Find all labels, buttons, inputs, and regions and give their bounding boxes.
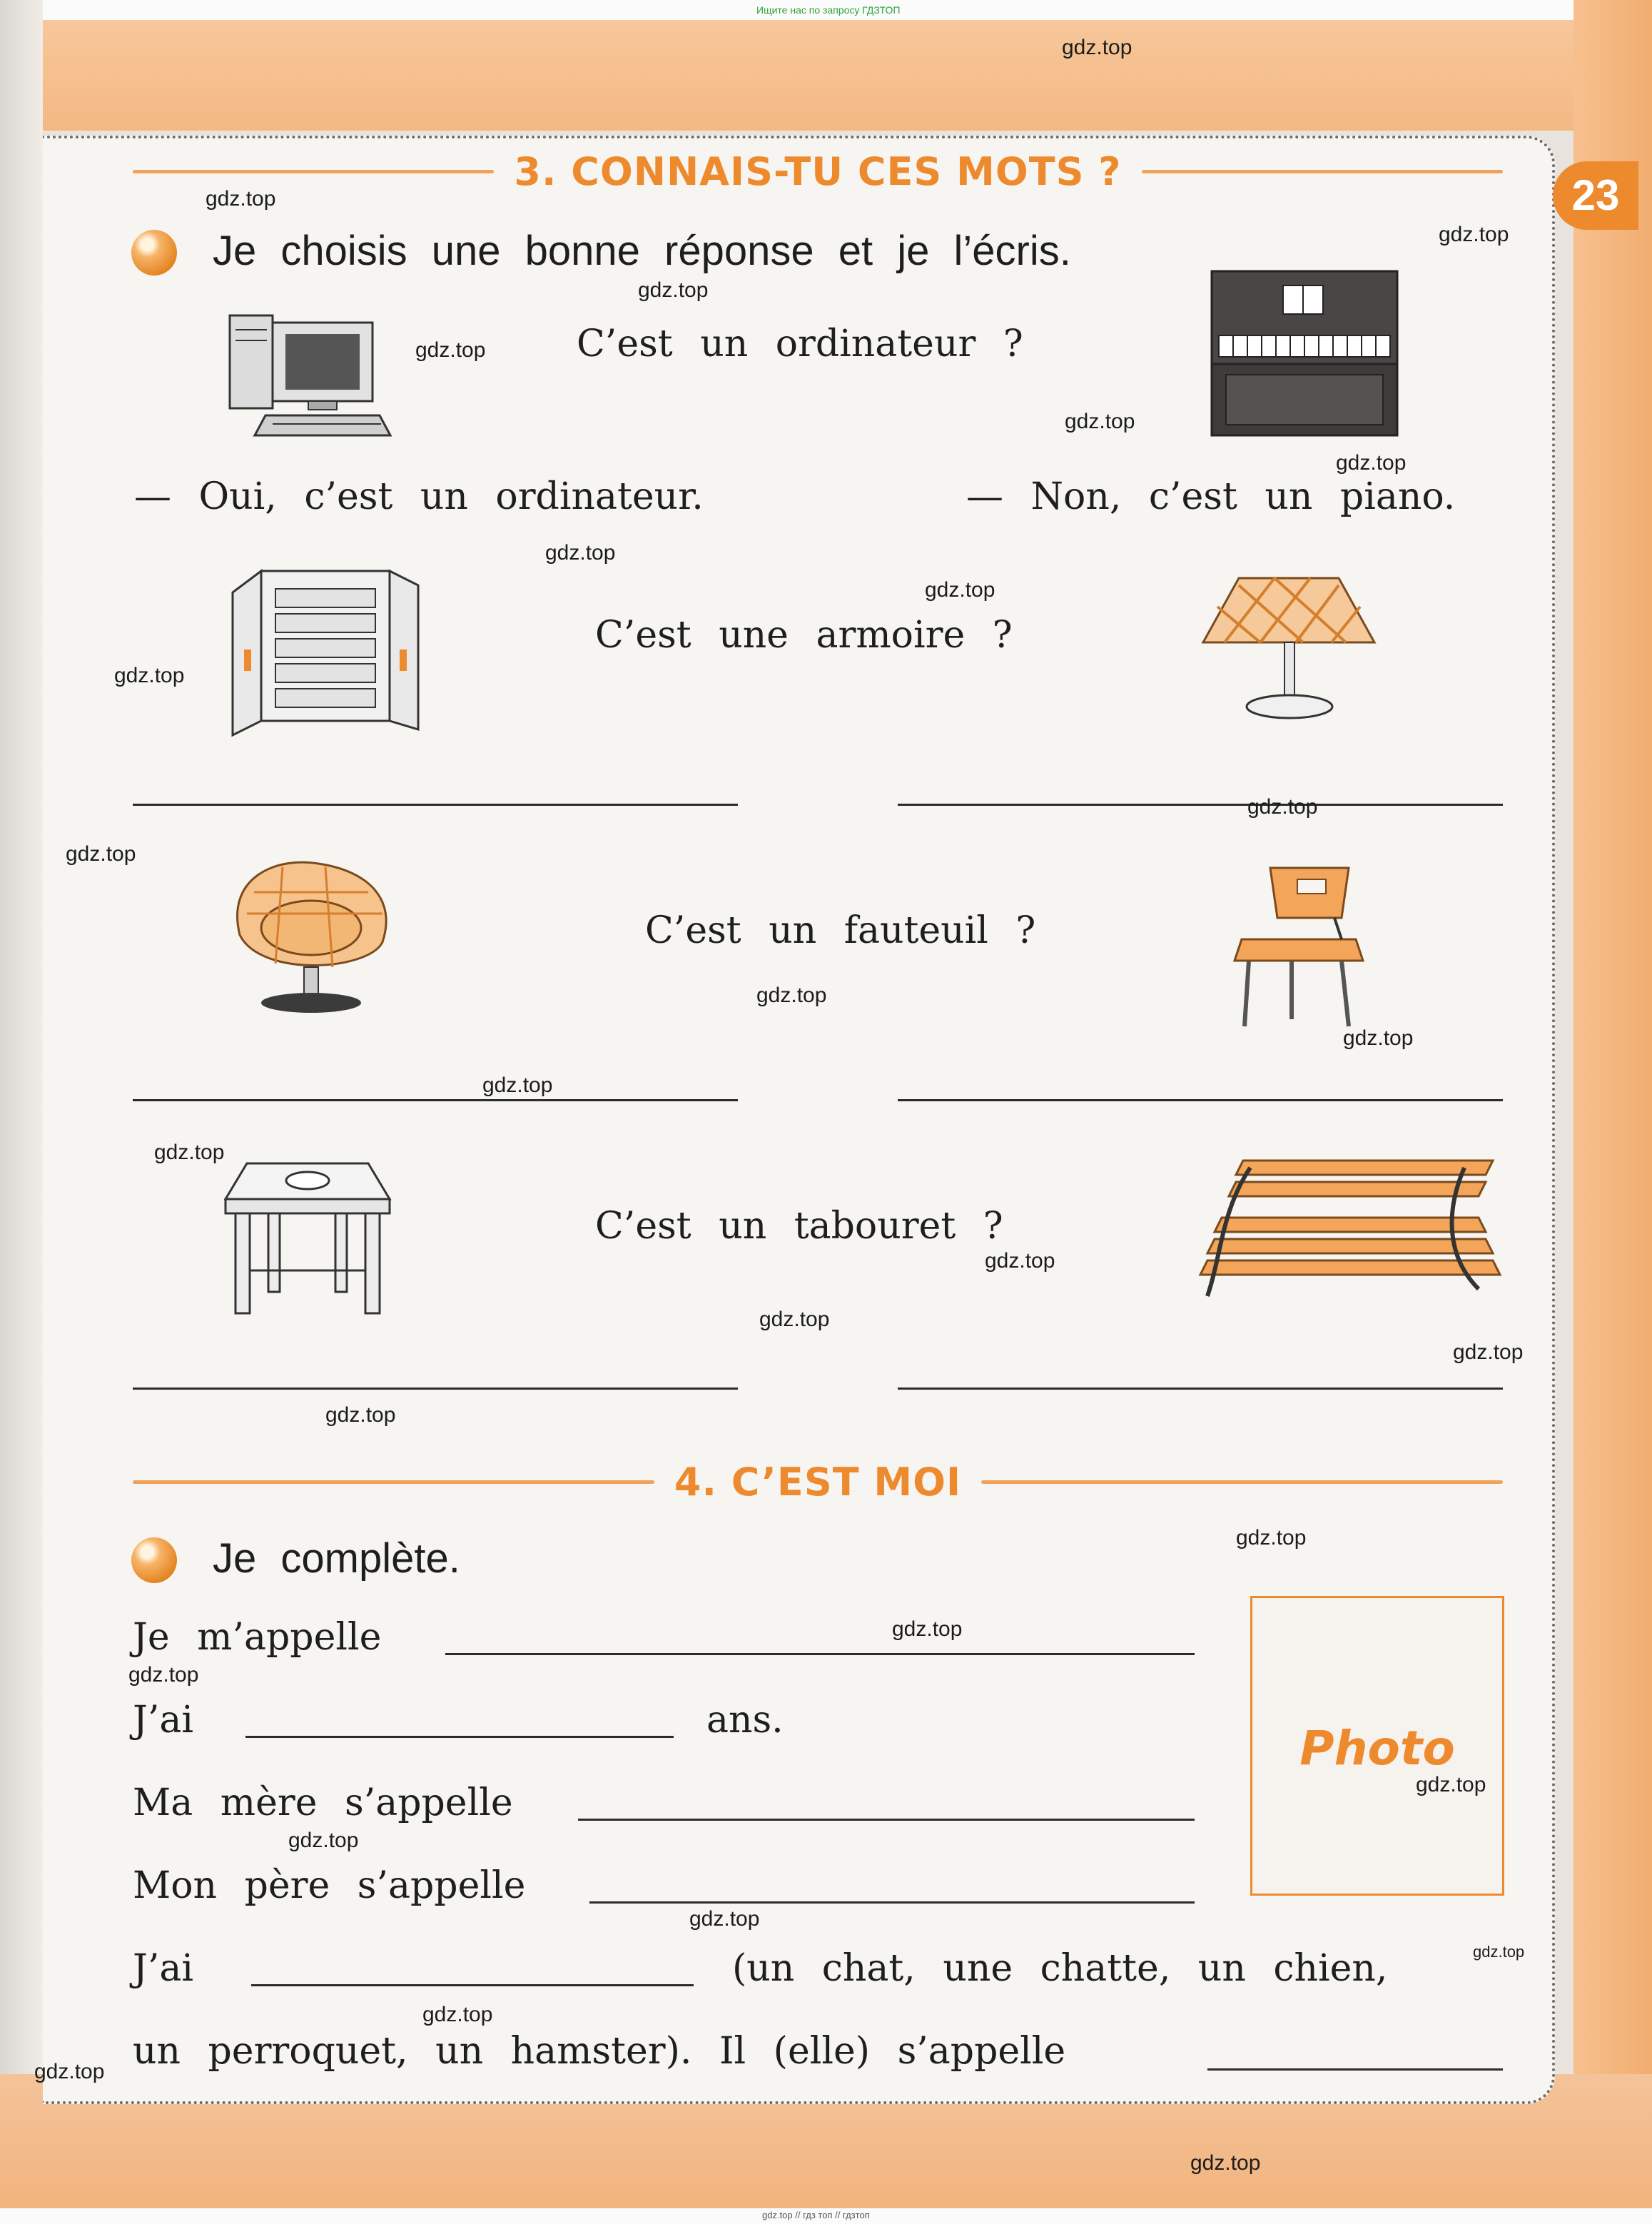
title-rule-left bbox=[133, 1480, 654, 1484]
question-tabouret: C’est un tabouret ? bbox=[595, 1205, 1003, 1248]
father-label: Mon père s’appelle bbox=[133, 1864, 526, 1907]
stool-icon bbox=[218, 1149, 397, 1320]
age-label: J’ai bbox=[133, 1699, 194, 1742]
title-rule-left bbox=[133, 170, 494, 173]
watermark: gdz.top bbox=[759, 1308, 830, 1331]
father-answer-line[interactable] bbox=[589, 1901, 1195, 1904]
watermark: gdz.top bbox=[892, 1617, 963, 1641]
watermark: gdz.top bbox=[1065, 410, 1135, 433]
watermark: gdz.top bbox=[154, 1141, 225, 1164]
watermark: gdz.top bbox=[1190, 2151, 1261, 2175]
name-label: Je m’appelle bbox=[133, 1616, 382, 1659]
pet-name-answer-line[interactable] bbox=[1207, 2068, 1503, 2071]
watermark: gdz.top bbox=[1343, 1026, 1414, 1050]
table-icon bbox=[1196, 564, 1382, 728]
watermark: gdz.top bbox=[1236, 1526, 1307, 1550]
pet-answer-line[interactable] bbox=[251, 1984, 694, 1986]
watermark: gdz.top bbox=[1062, 36, 1132, 59]
top-note: Ищите нас по запросу ГДЗТОП bbox=[756, 4, 901, 16]
section-4-title bbox=[133, 1460, 1503, 1503]
age-suffix: ans. bbox=[706, 1699, 784, 1742]
watermark: gdz.top bbox=[925, 578, 995, 602]
page-number: 23 bbox=[1553, 161, 1638, 230]
watermark: gdz.top bbox=[128, 1663, 199, 1687]
photo-frame[interactable] bbox=[1250, 1596, 1504, 1896]
right-band bbox=[1574, 0, 1652, 2224]
watermark: gdz.top bbox=[756, 984, 827, 1007]
pet-options-continued: un perroquet, un hamster). Il (elle) s’appelle bbox=[133, 2030, 1066, 2073]
watermark: gdz.top bbox=[325, 1403, 396, 1427]
watermark: gdz.top bbox=[34, 2060, 105, 2083]
bench-icon bbox=[1193, 1153, 1500, 1303]
watermark: gdz.top bbox=[66, 842, 136, 866]
chair-icon bbox=[1227, 861, 1370, 1032]
watermark: gdz.top bbox=[114, 664, 185, 687]
answer-line-armoire-right[interactable] bbox=[898, 804, 1503, 806]
title-rule-right bbox=[1142, 170, 1503, 173]
orange-bullet-icon bbox=[131, 1537, 177, 1583]
age-answer-line[interactable] bbox=[245, 1736, 674, 1738]
watermark: gdz.top bbox=[689, 1907, 760, 1931]
section-4-instruction: Je complète. bbox=[213, 1535, 460, 1582]
watermark: gdz.top bbox=[1453, 1340, 1524, 1364]
watermark: gdz.top bbox=[482, 1073, 553, 1097]
left-margin bbox=[0, 0, 43, 2224]
watermark: gdz.top bbox=[1439, 223, 1509, 246]
watermark: gdz.top bbox=[206, 187, 276, 211]
answer-example-left: — Oui, c’est un ordinateur. bbox=[134, 475, 704, 518]
orange-bullet-icon bbox=[131, 230, 177, 276]
armchair-icon bbox=[218, 849, 404, 1021]
watermark: gdz.top bbox=[1473, 1943, 1525, 1961]
watermark: gdz.top bbox=[985, 1249, 1055, 1273]
mother-answer-line[interactable] bbox=[578, 1819, 1195, 1821]
watermark: gdz.top bbox=[1247, 795, 1318, 819]
photo-label: Photo bbox=[1299, 1721, 1455, 1776]
bottom-note: gdz.top // гдз топ // гдзтоп bbox=[762, 2210, 870, 2220]
top-band bbox=[0, 20, 1652, 131]
answer-line-armoire-left[interactable] bbox=[133, 804, 738, 806]
question-ordinateur: C’est un ordinateur ? bbox=[577, 323, 1023, 365]
section-4-title-text: 4. C’EST MOI bbox=[674, 1459, 962, 1505]
wardrobe-icon bbox=[218, 564, 425, 742]
section-3-instruction: Je choisis une bonne réponse et je l’écris. bbox=[213, 228, 1071, 274]
section-3-title-text: 3. CONNAIS-TU CES MOTS ? bbox=[514, 148, 1122, 194]
answer-line-fauteuil-right[interactable] bbox=[898, 1099, 1503, 1101]
watermark: gdz.top bbox=[288, 1829, 359, 1852]
question-armoire: C’est une armoire ? bbox=[595, 614, 1013, 657]
watermark: gdz.top bbox=[1336, 451, 1407, 475]
pet-label: J’ai bbox=[133, 1947, 194, 1990]
computer-icon bbox=[223, 308, 394, 444]
pet-options: (un chat, une chatte, un chien, bbox=[732, 1947, 1388, 1990]
question-fauteuil: C’est un fauteuil ? bbox=[645, 909, 1036, 952]
piano-icon bbox=[1205, 264, 1404, 443]
watermark: gdz.top bbox=[1416, 1773, 1486, 1796]
answer-line-tabouret-left[interactable] bbox=[133, 1388, 738, 1390]
answer-line-tabouret-right[interactable] bbox=[898, 1388, 1503, 1390]
title-rule-right bbox=[981, 1480, 1503, 1484]
watermark: gdz.top bbox=[415, 338, 486, 362]
section-3-title bbox=[133, 150, 1503, 193]
watermark: gdz.top bbox=[422, 2003, 493, 2026]
answer-example-right: — Non, c’est un piano. bbox=[966, 475, 1456, 518]
watermark: gdz.top bbox=[545, 541, 616, 565]
name-answer-line[interactable] bbox=[445, 1653, 1195, 1655]
mother-label: Ma mère s’appelle bbox=[133, 1781, 513, 1824]
answer-line-fauteuil-left[interactable] bbox=[133, 1099, 738, 1101]
watermark: gdz.top bbox=[638, 278, 709, 302]
